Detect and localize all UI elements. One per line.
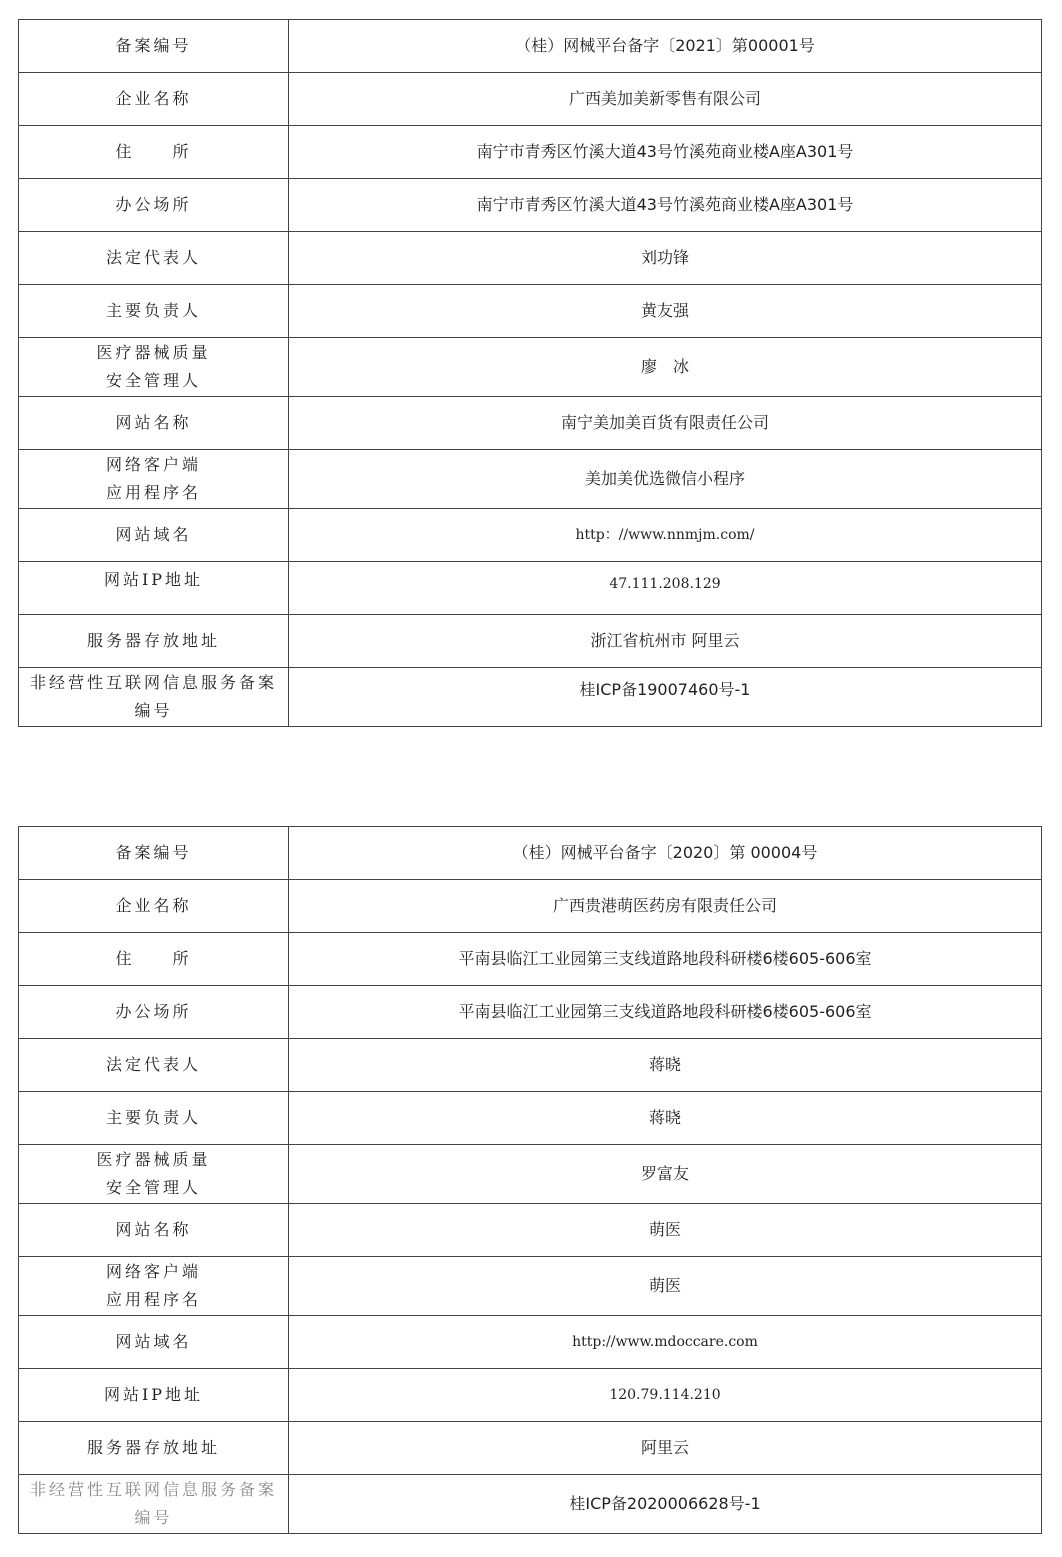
company-name-label: 企业名称: [19, 880, 289, 933]
legal-rep-label: 法定代表人: [19, 1039, 289, 1092]
company-name-value: 广西美加美新零售有限公司: [289, 73, 1042, 126]
app-name-label-line1: 网络客户端: [105, 455, 201, 474]
table-row: [19, 1475, 1042, 1534]
filing-no-value: （桂）网械平台备字〔2020〕第 00004号: [289, 827, 1042, 880]
website-name-value: 南宁美加美百货有限责任公司: [289, 397, 1042, 450]
office-value: 平南县临江工业园第三支线道路地段科研楼6楼605-606室: [289, 986, 1042, 1039]
app-name-label: [19, 450, 289, 509]
domicile-value: 平南县临江工业园第三支线道路地段科研楼6楼605-606室: [289, 933, 1042, 986]
company-name-value: 广西贵港萌医药房有限责任公司: [289, 880, 1042, 933]
server-location-label: 服务器存放地址: [19, 1422, 289, 1475]
quality-manager-label: [19, 338, 289, 397]
filing-no-label: 备案编号: [19, 827, 289, 880]
domain-value: http：//www.nnmjm.com/: [289, 509, 1042, 562]
table-row: [19, 1145, 1042, 1204]
icp-value: 桂ICP备2020006628号-1: [289, 1475, 1042, 1534]
app-name-label: [19, 1257, 289, 1316]
website-name-value: 萌医: [289, 1204, 1042, 1257]
table-row: [19, 986, 1042, 1039]
website-name-label: 网站名称: [19, 1204, 289, 1257]
ip-label: 网站IP地址: [19, 562, 289, 615]
table-row: [19, 1039, 1042, 1092]
table-row: [19, 1316, 1042, 1369]
table-row: [19, 126, 1042, 179]
table-row: [19, 232, 1042, 285]
table-row: [19, 20, 1042, 73]
server-location-value: 阿里云: [289, 1422, 1042, 1475]
domicile-label: 住 所: [19, 933, 289, 986]
filing-no-label: 备案编号: [19, 20, 289, 73]
icp-label: [19, 668, 289, 727]
filing-record-table-2: [18, 826, 1042, 1534]
table-row: [19, 827, 1042, 880]
ip-value: 120.79.114.210: [289, 1369, 1042, 1422]
company-name-label: 企业名称: [19, 73, 289, 126]
server-location-label: 服务器存放地址: [19, 615, 289, 668]
table-row: [19, 73, 1042, 126]
quality-manager-label: [19, 1145, 289, 1204]
website-name-label: 网站名称: [19, 397, 289, 450]
ip-label: 网站IP地址: [19, 1369, 289, 1422]
quality-manager-label-line1: 医疗器械质量: [96, 1150, 211, 1169]
quality-manager-label-line2: 安全管理人: [105, 371, 201, 390]
app-name-value: 萌医: [289, 1257, 1042, 1316]
principal-value: 蒋晓: [289, 1092, 1042, 1145]
table-row: [19, 933, 1042, 986]
domicile-value: 南宁市青秀区竹溪大道43号竹溪苑商业楼A座A301号: [289, 126, 1042, 179]
table-row: [19, 338, 1042, 397]
filing-no-value: （桂）网械平台备字〔2021〕第00001号: [289, 20, 1042, 73]
filing-record-table-1: [18, 19, 1042, 727]
table-row: [19, 397, 1042, 450]
app-name-label-line1: 网络客户端: [105, 1262, 201, 1281]
icp-label-line2: 编号: [134, 701, 173, 720]
table-row: [19, 880, 1042, 933]
table-row: [19, 1257, 1042, 1316]
quality-manager-value: 廖 冰: [289, 338, 1042, 397]
icp-label-line1: 非经营性互联网信息服务备案: [29, 1480, 277, 1499]
server-location-value: 浙江省杭州市 阿里云: [289, 615, 1042, 668]
principal-label: 主要负责人: [19, 285, 289, 338]
app-name-label-line2: 应用程序名: [105, 483, 201, 502]
office-value: 南宁市青秀区竹溪大道43号竹溪苑商业楼A座A301号: [289, 179, 1042, 232]
office-label: 办公场所: [19, 179, 289, 232]
principal-label: 主要负责人: [19, 1092, 289, 1145]
ip-value: 47.111.208.129: [289, 562, 1042, 615]
app-name-value: 美加美优选微信小程序: [289, 450, 1042, 509]
app-name-label-line2: 应用程序名: [105, 1290, 201, 1309]
table-row: [19, 1422, 1042, 1475]
principal-value: 黄友强: [289, 285, 1042, 338]
domain-label: 网站域名: [19, 509, 289, 562]
domain-label: 网站域名: [19, 1316, 289, 1369]
domain-value: http://www.mdoccare.com: [289, 1316, 1042, 1369]
legal-rep-label: 法定代表人: [19, 232, 289, 285]
icp-label: [19, 1475, 289, 1534]
quality-manager-label-line1: 医疗器械质量: [96, 343, 211, 362]
domicile-label: 住 所: [19, 126, 289, 179]
office-label: 办公场所: [19, 986, 289, 1039]
quality-manager-label-line2: 安全管理人: [105, 1178, 201, 1197]
icp-label-line1: 非经营性互联网信息服务备案: [29, 673, 277, 692]
table-row: [19, 509, 1042, 562]
icp-label-line2: 编号: [134, 1508, 173, 1527]
legal-rep-value: 蒋晓: [289, 1039, 1042, 1092]
quality-manager-value: 罗富友: [289, 1145, 1042, 1204]
table-row: [19, 1092, 1042, 1145]
legal-rep-value: 刘功锋: [289, 232, 1042, 285]
table-row: [19, 285, 1042, 338]
icp-value: 桂ICP备19007460号-1: [289, 668, 1042, 727]
table-row: [19, 450, 1042, 509]
table-row: [19, 179, 1042, 232]
table-row: [19, 562, 1042, 615]
table-row: [19, 1204, 1042, 1257]
table-row: [19, 615, 1042, 668]
table-row: [19, 1369, 1042, 1422]
table-row: [19, 668, 1042, 727]
